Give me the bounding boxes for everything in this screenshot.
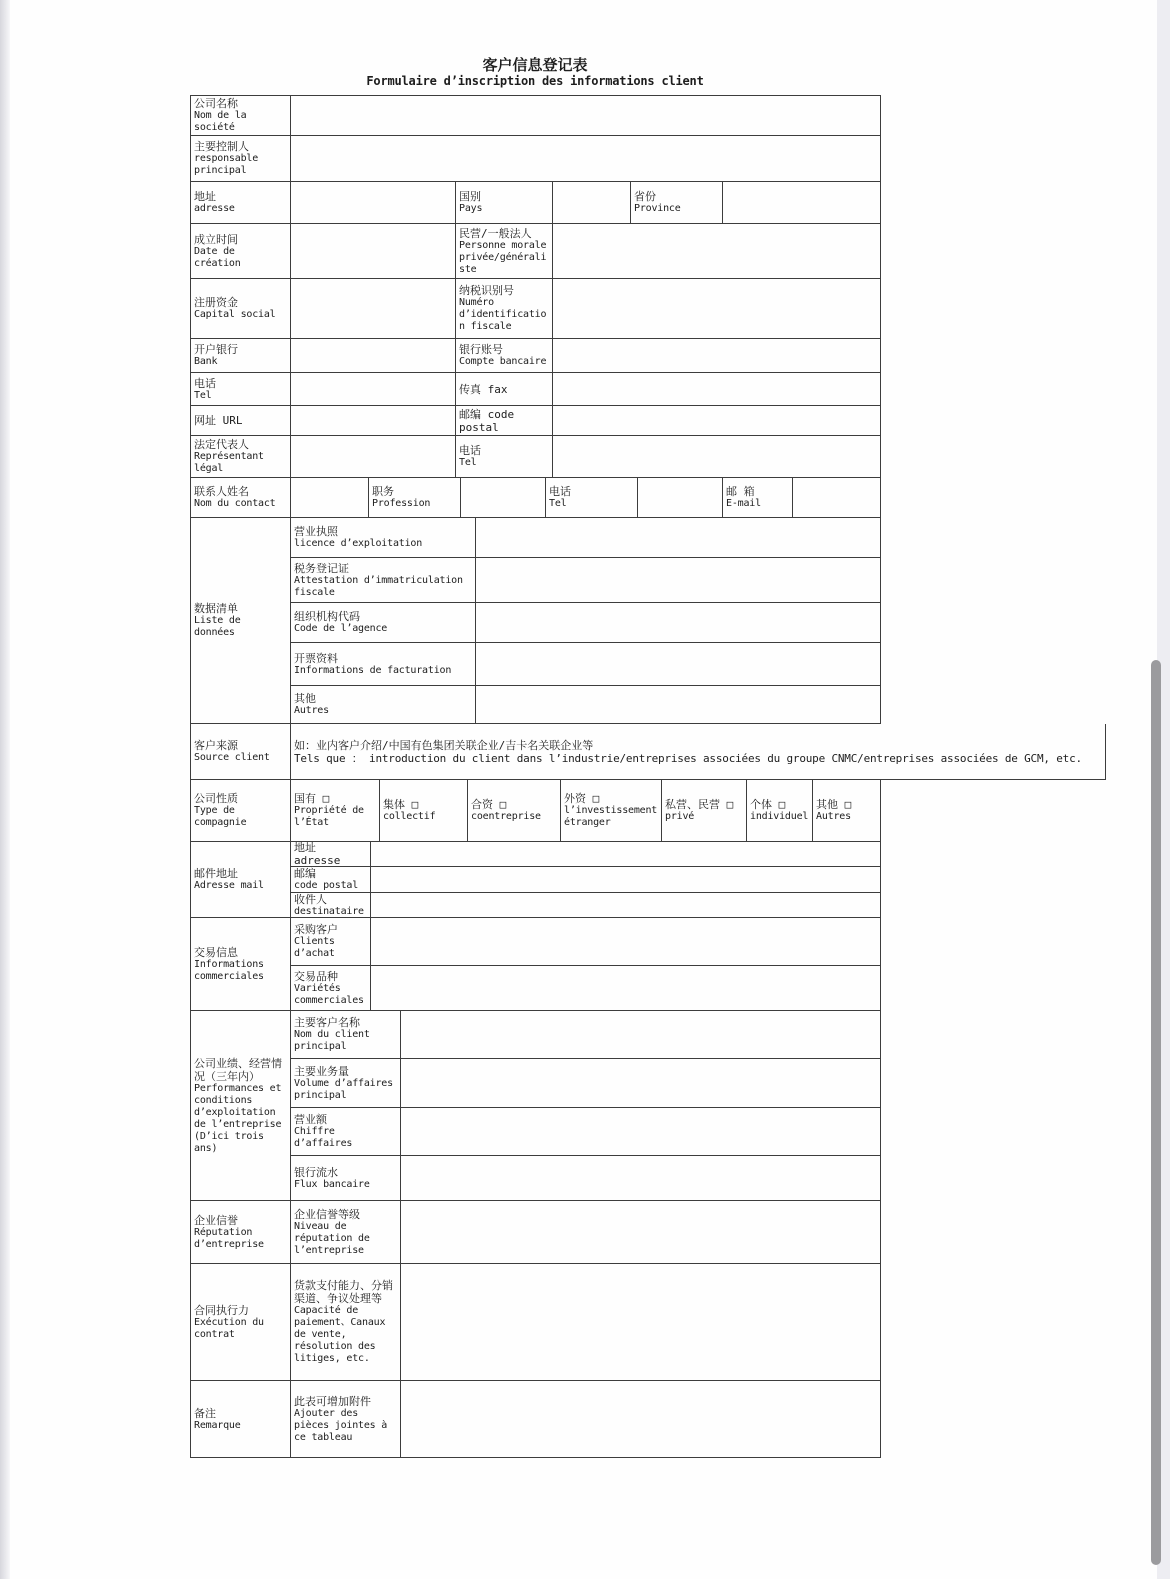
field-label-creation-date bbox=[191, 224, 291, 279]
label-fr: Variétés commerciales bbox=[294, 982, 364, 1006]
label-zh: 邮编 code postal bbox=[459, 407, 515, 434]
input-cell-turnover bbox=[401, 1108, 881, 1156]
input-cell-org-code bbox=[476, 603, 881, 643]
label-fr: Autres bbox=[294, 705, 329, 716]
label-fr: Personne morale privée/généraliste bbox=[459, 239, 547, 275]
form-titles bbox=[190, 56, 880, 89]
row-legal-rep bbox=[191, 436, 881, 478]
label-fr: Représentant légal bbox=[194, 451, 264, 474]
reputation-subrows bbox=[291, 1201, 881, 1264]
field-label-turnover bbox=[291, 1108, 401, 1156]
option-zh-text: 其他 bbox=[816, 798, 838, 811]
label-zh: 注册资金 bbox=[194, 296, 238, 309]
field-label-rep-tel bbox=[456, 436, 553, 478]
registration-form-table bbox=[190, 95, 1082, 1458]
input-cell-main-volume bbox=[401, 1059, 881, 1108]
input-cell-reputation-level bbox=[401, 1201, 881, 1264]
field-label-data-other bbox=[291, 686, 476, 724]
label-fr: E-mail bbox=[726, 498, 761, 509]
scrollbar-thumb[interactable] bbox=[1151, 660, 1161, 1565]
field-label-org-code bbox=[291, 603, 476, 643]
label-fr: licence d’exploitation bbox=[294, 538, 423, 549]
label-fr: Performances et conditions d’exploitation de l’entreprise (D’ici trois ans) bbox=[194, 1082, 282, 1154]
row-capital bbox=[191, 279, 881, 339]
input-cell-main-client bbox=[401, 1011, 881, 1059]
field-label-contact-name bbox=[191, 478, 291, 518]
field-label-tax-certificate bbox=[291, 558, 476, 603]
row-principal bbox=[191, 136, 881, 182]
field-label-profession bbox=[369, 478, 461, 518]
field-label-main-volume bbox=[291, 1059, 401, 1108]
option-foreign-investment bbox=[561, 780, 662, 842]
row-contact bbox=[191, 478, 881, 518]
label-fr: Source client bbox=[194, 752, 270, 763]
section-data-list bbox=[191, 518, 881, 724]
label-fr: Niveau de réputation de l’entreprise bbox=[294, 1220, 370, 1256]
label-fr: Exécution du contrat bbox=[194, 1316, 264, 1340]
label-fr: Nom du client principal bbox=[294, 1029, 370, 1052]
data-list-subrows bbox=[291, 518, 881, 724]
label-fr: Province bbox=[634, 203, 681, 214]
label-fr: Remarque bbox=[194, 1419, 241, 1431]
label-zh: 公司名称 bbox=[194, 97, 238, 110]
input-cell-profession bbox=[461, 478, 546, 518]
client-source-hint-cell bbox=[291, 724, 1106, 780]
label-zh: 联系人姓名 bbox=[194, 485, 249, 498]
label-fr: destinataire bbox=[294, 905, 364, 917]
input-cell-postal bbox=[553, 406, 881, 436]
row-turnover bbox=[291, 1108, 881, 1156]
row-org-code bbox=[291, 603, 881, 643]
label-zh: 银行流水 bbox=[294, 1165, 338, 1179]
option-label-fr: Autres bbox=[816, 811, 851, 822]
input-cell-country bbox=[553, 182, 631, 224]
label-zh: 营业执照 bbox=[294, 525, 338, 538]
input-cell-mail-street bbox=[371, 842, 881, 867]
section-remark bbox=[191, 1381, 881, 1458]
input-cell-data-other bbox=[476, 686, 881, 724]
label-fr: Chiffre d’affaires bbox=[294, 1126, 353, 1149]
label-zh: 企业信誉等级 bbox=[294, 1207, 360, 1221]
performance-subrows bbox=[291, 1011, 881, 1201]
label-zh: 主要控制人 bbox=[194, 140, 249, 153]
row-url-postal bbox=[191, 406, 881, 436]
option-zh-text: 私营、民营 bbox=[665, 798, 720, 811]
label-fr: Pays bbox=[459, 203, 483, 214]
field-label-bank-flow bbox=[291, 1156, 401, 1201]
label-zh: 纳税识别号 bbox=[459, 284, 514, 297]
label-zh: 其他 bbox=[294, 692, 316, 705]
option-state-owned bbox=[291, 780, 380, 842]
field-label-postal bbox=[456, 406, 553, 436]
field-label-contact-tel bbox=[546, 478, 638, 518]
label-zh: 邮件地址 bbox=[194, 867, 238, 880]
row-data-other bbox=[291, 686, 881, 724]
label-zh: 邮编 bbox=[294, 867, 316, 880]
section-label-performance bbox=[191, 1011, 291, 1201]
option-zh-text: 外资 bbox=[564, 792, 586, 805]
label-fr: Ajouter des pièces jointes à ce tableau bbox=[294, 1407, 388, 1443]
row-client-source bbox=[191, 724, 1106, 780]
page-subtitle: Formulaire d’inscription des informations client bbox=[366, 74, 704, 88]
row-bank bbox=[191, 339, 881, 373]
input-cell-email bbox=[793, 478, 881, 518]
row-mail-postal bbox=[291, 867, 881, 893]
option-label-fr: l’investissement étranger bbox=[564, 805, 658, 828]
label-fr: Réputation d’entreprise bbox=[194, 1226, 264, 1250]
label-zh: 税务登记证 bbox=[294, 561, 349, 575]
label-fr: Attestation d’immatriculation fiscale bbox=[294, 574, 463, 598]
section-trade-info bbox=[191, 918, 881, 1011]
option-zh-text: 个体 bbox=[750, 798, 772, 811]
row-tax-certificate bbox=[291, 558, 881, 603]
label-fr: Profession bbox=[372, 498, 431, 509]
field-label-trade-varieties bbox=[291, 966, 371, 1011]
field-label-capital bbox=[191, 279, 291, 339]
field-label-remark-attachments bbox=[291, 1381, 401, 1458]
field-label-url bbox=[191, 406, 291, 436]
label-zh: 省份 bbox=[634, 190, 656, 203]
label-zh: 营业额 bbox=[294, 1113, 327, 1126]
label-fr: responsable principal bbox=[194, 153, 259, 176]
field-label-fax bbox=[456, 373, 553, 406]
field-label-principal bbox=[191, 136, 291, 182]
page-left-edge bbox=[0, 0, 10, 1579]
row-main-volume bbox=[291, 1059, 881, 1108]
section-label-remark bbox=[191, 1381, 291, 1458]
label-fr: Capital social bbox=[194, 309, 276, 320]
checkbox-icon: □ bbox=[778, 798, 786, 811]
trade-info-subrows bbox=[291, 918, 881, 1011]
label-zh: 邮 箱 bbox=[726, 485, 755, 498]
field-label-purchasing-clients bbox=[291, 918, 371, 966]
label-fr: Clients d’achat bbox=[294, 936, 335, 959]
input-cell-invoicing-info bbox=[476, 643, 881, 686]
field-label-mail-street bbox=[291, 842, 371, 867]
label-zh: 地址 bbox=[194, 190, 216, 203]
section-label-data-list bbox=[191, 518, 291, 724]
label-fr: Bank bbox=[194, 356, 218, 367]
row-bank-flow bbox=[291, 1156, 881, 1201]
input-cell-tax-certificate bbox=[476, 558, 881, 603]
field-label-legal-rep bbox=[191, 436, 291, 478]
row-mail-street bbox=[291, 842, 881, 867]
input-cell-capital bbox=[291, 279, 456, 339]
field-label-tel bbox=[191, 373, 291, 406]
row-tel-fax bbox=[191, 373, 881, 406]
checkbox-icon: □ bbox=[592, 792, 600, 805]
input-cell-fax bbox=[553, 373, 881, 406]
row-invoicing-info bbox=[291, 643, 881, 686]
input-cell-mail-postal bbox=[371, 867, 881, 893]
input-cell-tax-id bbox=[553, 279, 881, 339]
field-label-company-name bbox=[191, 96, 291, 136]
page-title: 客户信息登记表 bbox=[482, 56, 588, 74]
label-zh: 货款支付能力、分销渠道、争议处理等 bbox=[294, 1279, 393, 1305]
label-zh: 网址 URL bbox=[194, 414, 243, 427]
section-mail-address bbox=[191, 842, 881, 918]
field-label-invoicing-info bbox=[291, 643, 476, 686]
label-zh: 开票资料 bbox=[294, 651, 338, 665]
label-zh: 开户银行 bbox=[194, 343, 238, 356]
option-collective bbox=[380, 780, 468, 842]
label-zh: 电话 bbox=[459, 444, 481, 457]
field-label-legal-form bbox=[456, 224, 553, 279]
input-cell-bank bbox=[291, 339, 456, 373]
label-zh: 民营/一般法人 bbox=[459, 226, 532, 240]
input-cell-company-name bbox=[291, 96, 881, 136]
section-reputation bbox=[191, 1201, 881, 1264]
label-fr: Liste de données bbox=[194, 615, 241, 638]
label-fr: Nom de la société bbox=[194, 110, 247, 133]
label-zh: 国别 bbox=[459, 190, 481, 203]
label-zh: 主要客户名称 bbox=[294, 1016, 360, 1029]
section-label-contract bbox=[191, 1264, 291, 1381]
field-label-account bbox=[456, 339, 553, 373]
label-zh: 交易信息 bbox=[194, 945, 238, 959]
row-company-name bbox=[191, 96, 881, 136]
option-label-fr: collectif bbox=[383, 811, 436, 822]
field-label-business-licence bbox=[291, 518, 476, 558]
label-fr: Numéro d’identification fiscale bbox=[459, 297, 547, 332]
label-fr: Nom du contact bbox=[194, 498, 276, 509]
label-zh: 电话 bbox=[194, 376, 216, 390]
label-zh: 成立时间 bbox=[194, 232, 238, 246]
field-label-email bbox=[723, 478, 793, 518]
option-label-fr: individuel bbox=[750, 811, 809, 822]
input-cell-contact-name bbox=[291, 478, 369, 518]
option-zh-text: 国有 bbox=[294, 792, 316, 805]
option-label-zh bbox=[665, 798, 743, 811]
label-fr: Tel bbox=[194, 389, 212, 401]
row-contract-capacity bbox=[291, 1264, 881, 1381]
label-zh: 客户来源 bbox=[194, 739, 238, 752]
option-joint-venture bbox=[468, 780, 561, 842]
row-trade-varieties bbox=[291, 966, 881, 1011]
section-label-mail-address bbox=[191, 842, 291, 918]
row-company-type bbox=[191, 780, 881, 842]
row-remark-attachments bbox=[291, 1381, 881, 1458]
checkbox-icon: □ bbox=[726, 798, 734, 811]
option-label-zh bbox=[564, 792, 658, 805]
input-cell-contact-tel bbox=[638, 478, 723, 518]
label-fr: adresse bbox=[194, 203, 235, 214]
label-zh: 公司性质 bbox=[194, 792, 238, 805]
input-cell-mail-recipient bbox=[371, 893, 881, 918]
label-zh: 收件人 bbox=[294, 893, 327, 906]
input-cell-account bbox=[553, 339, 881, 373]
label-fr: Tel bbox=[549, 498, 567, 509]
input-cell-province bbox=[723, 182, 881, 224]
option-label-zh bbox=[471, 798, 557, 811]
option-label-fr: Propriété de l’État bbox=[294, 805, 364, 828]
field-label-company-type bbox=[191, 780, 291, 842]
label-fr: Date de création bbox=[194, 245, 241, 269]
field-label-country bbox=[456, 182, 553, 224]
option-label-fr: coentreprise bbox=[471, 811, 541, 822]
field-label-mail-recipient bbox=[291, 893, 371, 918]
label-zh: 备注 bbox=[194, 1406, 216, 1420]
mail-address-subrows bbox=[291, 842, 881, 918]
label-zh: 职务 bbox=[372, 485, 394, 498]
label-fr: Volume d’affaires principal bbox=[294, 1077, 393, 1101]
label-zh: 合同执行力 bbox=[194, 1303, 249, 1317]
input-cell-business-licence bbox=[476, 518, 881, 558]
label-fr: Type de compagnie bbox=[194, 805, 247, 828]
input-cell-purchasing-clients bbox=[371, 918, 881, 966]
label-zh: 公司业绩、经营情况（三年内） bbox=[194, 1056, 282, 1083]
section-performance bbox=[191, 1011, 881, 1201]
input-cell-contract-capacity bbox=[401, 1264, 881, 1381]
section-contract bbox=[191, 1264, 881, 1381]
row-address bbox=[191, 182, 881, 224]
checkbox-icon: □ bbox=[322, 792, 330, 805]
section-label-trade-info bbox=[191, 918, 291, 1011]
field-label-client-source bbox=[191, 724, 291, 780]
label-zh: 企业信誉 bbox=[194, 1213, 238, 1227]
remark-subrows bbox=[291, 1381, 881, 1458]
label-zh: 主要业务量 bbox=[294, 1064, 349, 1078]
input-cell-principal bbox=[291, 136, 881, 182]
label-fr: Informations de facturation bbox=[294, 664, 452, 676]
label-fr: Code de l’agence bbox=[294, 623, 388, 634]
label-zh: 此表可增加附件 bbox=[294, 1394, 371, 1408]
section-label-reputation bbox=[191, 1201, 291, 1264]
row-mail-recipient bbox=[291, 893, 881, 918]
row-reputation-level bbox=[291, 1201, 881, 1264]
option-label-fr: privé bbox=[665, 811, 695, 822]
input-cell-bank-flow bbox=[401, 1156, 881, 1201]
checkbox-icon: □ bbox=[844, 798, 852, 811]
option-private bbox=[662, 780, 747, 842]
field-label-tax-id bbox=[456, 279, 553, 339]
option-individual bbox=[747, 780, 813, 842]
label-zh: 法定代表人 bbox=[194, 438, 249, 451]
input-cell-trade-varieties bbox=[371, 966, 881, 1011]
label-fr: Flux bancaire bbox=[294, 1178, 370, 1190]
option-zh-text: 集体 bbox=[383, 798, 405, 811]
field-label-province bbox=[631, 182, 723, 224]
field-label-contract-capacity bbox=[291, 1264, 401, 1381]
label-zh: 电话 bbox=[549, 485, 571, 498]
row-business-licence bbox=[291, 518, 881, 558]
field-label-reputation-level bbox=[291, 1201, 401, 1264]
hint-fr: Tels que ： introduction du client dans l’industrie/entreprises associées du groupe CNMC/entreprises associées de GCM, etc. bbox=[294, 751, 1082, 765]
option-label-zh bbox=[383, 798, 464, 811]
label-fr: Informations commerciales bbox=[194, 958, 264, 982]
label-fr: code postal bbox=[294, 880, 359, 891]
label-zh: 传真 fax bbox=[459, 382, 508, 396]
option-label-zh bbox=[816, 798, 877, 811]
input-cell-remark-attachments bbox=[401, 1381, 881, 1458]
label-fr: Tel bbox=[459, 457, 477, 468]
field-label-main-client bbox=[291, 1011, 401, 1059]
label-zh: 银行账号 bbox=[459, 343, 503, 356]
contract-subrows bbox=[291, 1264, 881, 1381]
option-label-zh bbox=[750, 798, 809, 811]
option-label-zh bbox=[294, 792, 376, 805]
input-cell-address bbox=[291, 182, 456, 224]
field-label-address bbox=[191, 182, 291, 224]
label-zh: 地址 adresse bbox=[294, 842, 341, 867]
label-zh: 组织机构代码 bbox=[294, 610, 360, 623]
hint-zh: 如：业内客户介绍/中国有色集团关联企业/吉卡名关联企业等 bbox=[294, 738, 594, 752]
row-creation-date bbox=[191, 224, 881, 279]
label-fr: Capacité de paiement、Canaux de vente, résolution des litiges, etc. bbox=[294, 1305, 386, 1364]
checkbox-icon: □ bbox=[499, 798, 507, 811]
input-cell-legal-form bbox=[553, 224, 881, 279]
input-cell-creation-date bbox=[291, 224, 456, 279]
field-label-mail-postal bbox=[291, 867, 371, 893]
label-fr: Adresse mail bbox=[194, 880, 264, 891]
option-zh-text: 合资 bbox=[471, 798, 493, 811]
input-cell-url bbox=[291, 406, 456, 436]
label-zh: 交易品种 bbox=[294, 969, 338, 983]
label-zh: 采购客户 bbox=[294, 923, 338, 936]
row-purchasing-clients bbox=[291, 918, 881, 966]
label-fr: Compte bancaire bbox=[459, 356, 547, 367]
input-cell-rep-tel bbox=[553, 436, 881, 478]
label-zh: 数据清单 bbox=[194, 602, 238, 615]
checkbox-icon: □ bbox=[411, 798, 419, 811]
row-main-client bbox=[291, 1011, 881, 1059]
input-cell-tel bbox=[291, 373, 456, 406]
field-label-bank bbox=[191, 339, 291, 373]
input-cell-legal-rep bbox=[291, 436, 456, 478]
option-other bbox=[813, 780, 881, 842]
